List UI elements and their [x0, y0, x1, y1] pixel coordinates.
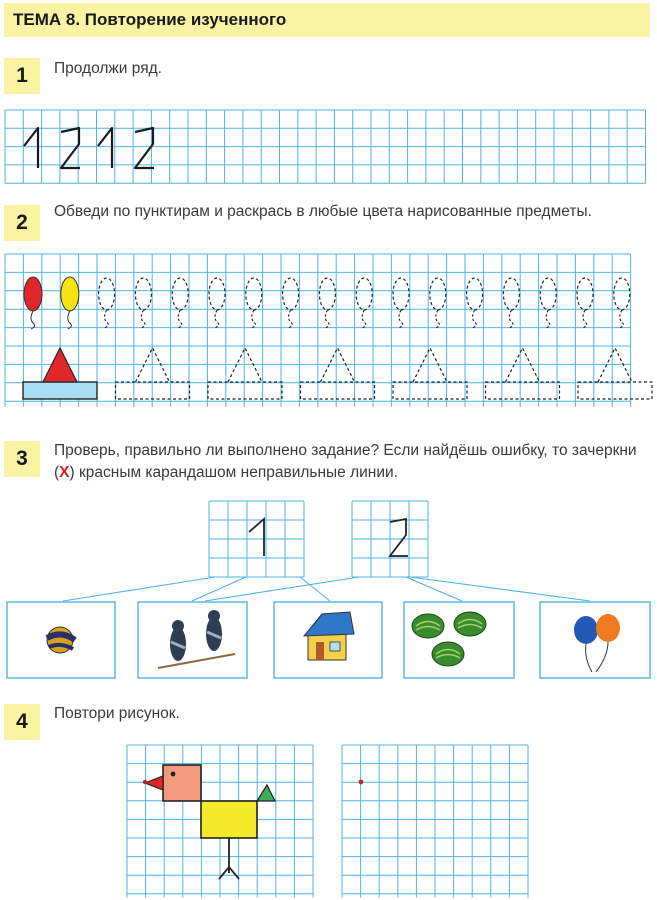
task-2-grid [5, 254, 645, 420]
connector-line [205, 577, 359, 601]
balloon-string-dashed [105, 310, 109, 328]
sequence-digit-1 [24, 128, 38, 168]
ship-sail-dashed [506, 348, 540, 382]
ship-hull-dashed [486, 382, 560, 399]
grid-lines [342, 745, 528, 898]
ship-hull-dashed [578, 382, 652, 399]
balloon-string-dashed [362, 310, 366, 328]
digit-grid-2 [352, 501, 428, 577]
task-1-grid [5, 110, 645, 184]
balloon-yellow [61, 277, 79, 311]
grid-lines [5, 254, 631, 407]
balloon-string-dashed [141, 310, 145, 328]
task-4-text: Повтори рисунок. [54, 705, 180, 722]
task-3-text [54, 440, 650, 484]
balloon-dashed [467, 278, 483, 310]
connector-line [192, 577, 246, 601]
bird-start-dot [143, 780, 147, 784]
balloon-string-dashed [215, 310, 219, 328]
balloon-string-dashed [252, 310, 256, 328]
balloon-string-dashed [509, 310, 513, 328]
page-title: ТЕМА 8. Повторение изученного [4, 3, 650, 37]
task-1-number: 1 [4, 58, 40, 94]
balloon-string [31, 311, 35, 329]
house-icon [274, 602, 382, 678]
balloon-dashed [99, 278, 115, 310]
task-4-number: 4 [4, 704, 40, 740]
balloon-dashed [393, 278, 409, 310]
connector-line [63, 577, 215, 601]
balloon-red [24, 277, 42, 311]
balloon-string-dashed [583, 310, 587, 328]
balloon-string-dashed [436, 310, 440, 328]
ship-sail-filled [43, 348, 77, 382]
birds-icon [138, 602, 247, 678]
bird-tail [257, 785, 275, 801]
balloon-string-dashed [289, 310, 293, 328]
digit-2-stroke [390, 519, 408, 556]
ship-hull-dashed [208, 382, 282, 399]
start-dot [359, 780, 364, 785]
balloon-dashed [319, 278, 335, 310]
task-1-text: Продолжи ряд. [54, 60, 162, 77]
bird-eye [171, 772, 176, 777]
balloon-dashed [356, 278, 372, 310]
task-4-answer-grid [342, 745, 528, 897]
grid-lines [5, 110, 646, 183]
balloon-string-dashed [178, 310, 182, 328]
bird-beak [145, 776, 163, 790]
connector-line [300, 577, 330, 601]
balloon-string-dashed [473, 310, 477, 328]
bird-body [201, 801, 257, 838]
digit-grid-1 [209, 501, 304, 577]
watermelons-icon [404, 602, 514, 678]
x-mark-icon: X [59, 464, 70, 481]
ship-sail-dashed [321, 348, 355, 382]
balloon-dashed [577, 278, 593, 310]
balloon-string-dashed [325, 310, 329, 328]
sequence-digit-1 [98, 128, 112, 168]
ship-hull-dashed [393, 382, 467, 399]
task-2-text: Обведи по пунктирам и раскрась в любые цвета нарисованные предметы. [54, 203, 592, 220]
balloon-dashed [209, 278, 225, 310]
balloon-dashed [503, 278, 519, 310]
ship-hull-dashed [301, 382, 375, 399]
task-4-sample-grid [127, 745, 313, 897]
bird-head [163, 765, 201, 801]
balloon-dashed [135, 278, 151, 310]
ship-sail-dashed [413, 348, 447, 382]
balloon-dashed [246, 278, 262, 310]
balloon-dashed [283, 278, 299, 310]
sequence-digit-2 [61, 128, 80, 168]
ball-icon [7, 602, 115, 678]
ship-sail-dashed [598, 348, 632, 382]
task-3-figure [0, 495, 657, 685]
digit-1-stroke [249, 519, 264, 556]
balloon-dashed [430, 278, 446, 310]
balloon-string-dashed [546, 310, 550, 328]
task-3-number: 3 [4, 441, 40, 477]
balloon-string-dashed [620, 310, 624, 328]
task-2-number: 2 [4, 205, 40, 241]
balloons-icon [540, 602, 650, 678]
balloon-dashed [540, 278, 556, 310]
balloon-dashed [614, 278, 630, 310]
balloon-dashed [172, 278, 188, 310]
task-3-text-before: Проверь, правильно ли выполнено задание? Если найдёшь ошибку, то зачеркни ( [54, 442, 637, 481]
connector-line [410, 577, 590, 601]
task-3-text-after: ) красным карандашом неправильные линии. [69, 464, 398, 481]
ship-sail-dashed [228, 348, 262, 382]
balloon-string [68, 311, 72, 329]
balloon-string-dashed [399, 310, 403, 328]
ship-hull-filled [23, 382, 97, 399]
